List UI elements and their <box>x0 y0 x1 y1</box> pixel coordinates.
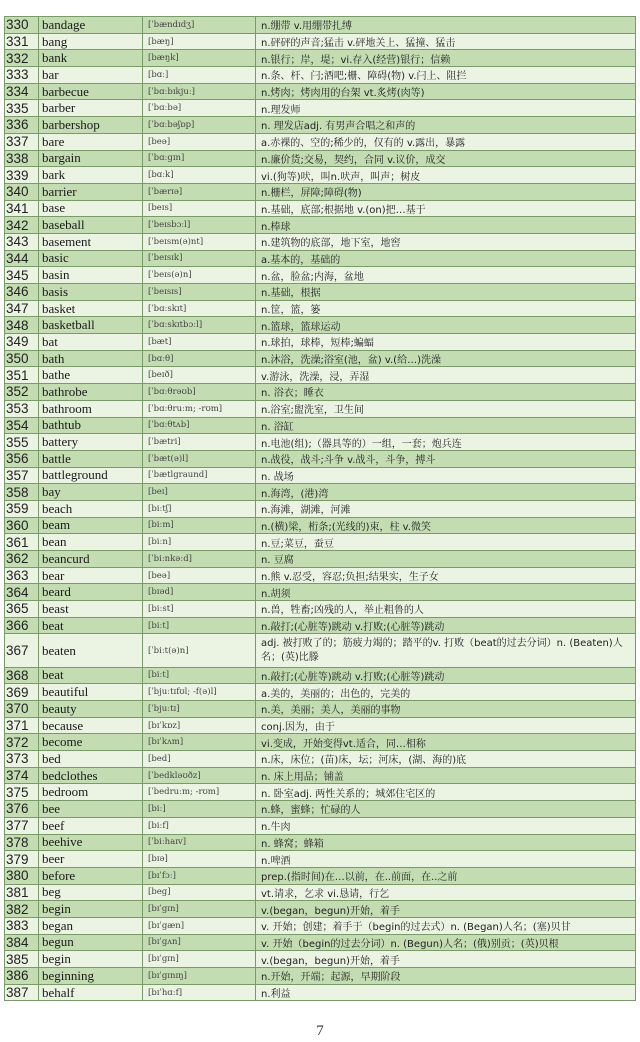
entry-word: base <box>39 201 143 218</box>
entry-word: baseball <box>39 217 143 234</box>
entry-definition: n.敲打;(心脏等)跳动 v.打败;(心脏等)跳动 <box>256 668 636 685</box>
entry-phonetic: [beɪs] <box>143 201 256 218</box>
entry-phonetic: [bɑː] <box>143 67 256 84</box>
entry-definition: n.战役，战斗;斗争 v.战斗，斗争，搏斗 <box>256 451 636 468</box>
entry-word: bandage <box>39 17 143 34</box>
entry-definition: vt.请求，乞求 vi.恳请，行乞 <box>256 885 636 902</box>
entry-number: 337 <box>5 134 39 151</box>
entry-phonetic: [biːst] <box>143 601 256 618</box>
entry-phonetic: [ˈbætri] <box>143 434 256 451</box>
entry-number: 354 <box>5 418 39 435</box>
entry-phonetic: [ˈbeɪs(ə)n] <box>143 267 256 284</box>
entry-number: 379 <box>5 851 39 868</box>
table-row <box>5 501 636 518</box>
table-row <box>5 968 636 985</box>
entry-phonetic: [bɪˈkʌm] <box>143 734 256 751</box>
table-row <box>5 84 636 101</box>
table-row <box>5 151 636 168</box>
entry-definition: n.球拍，球棒，短棒;蝙蝠 <box>256 334 636 351</box>
entry-word: beat <box>39 668 143 685</box>
entry-phonetic: [ˈbɑːbəʃɒp] <box>143 117 256 134</box>
entry-word: basketball <box>39 317 143 334</box>
entry-number: 343 <box>5 234 39 251</box>
entry-phonetic: [beə] <box>143 134 256 151</box>
entry-definition: n.牛肉 <box>256 818 636 835</box>
entry-number: 366 <box>5 618 39 635</box>
entry-definition: n.熊 v.忍受，容忍;负担;结果实，生子女 <box>256 568 636 585</box>
table-row <box>5 234 636 251</box>
table-row <box>5 217 636 234</box>
entry-phonetic: [bɪˈgɪn] <box>143 951 256 968</box>
entry-definition: n.盆，脸盆;内海，盆地 <box>256 267 636 284</box>
entry-number: 386 <box>5 968 39 985</box>
entry-definition: n. 蜂窝；蜂箱 <box>256 835 636 852</box>
entry-phonetic: [bed] <box>143 751 256 768</box>
entry-word: beancurd <box>39 551 143 568</box>
table-row <box>5 568 636 585</box>
table-row <box>5 618 636 635</box>
entry-word: beard <box>39 584 143 601</box>
table-row <box>5 751 636 768</box>
entry-definition: n.砰砰的声音;猛击 v.砰地关上、猛撞、猛击 <box>256 34 636 51</box>
entry-phonetic: [ˈbiːt(ə)n] <box>143 634 256 667</box>
entry-word: basket <box>39 301 143 318</box>
entry-phonetic: [ˈbɑːgɪn] <box>143 151 256 168</box>
table-row <box>5 818 636 835</box>
table-row <box>5 951 636 968</box>
entry-phonetic: [beg] <box>143 885 256 902</box>
entry-phonetic: [bæŋk] <box>143 50 256 67</box>
table-row <box>5 100 636 117</box>
entry-number: 333 <box>5 67 39 84</box>
page-number: 7 <box>316 1023 324 1039</box>
entry-number: 331 <box>5 34 39 51</box>
entry-definition: n.建筑物的底部，地下室，地窖 <box>256 234 636 251</box>
entry-definition: n.利益 <box>256 985 636 1002</box>
table-row <box>5 668 636 685</box>
entry-word: before <box>39 868 143 885</box>
table-row <box>5 34 636 51</box>
entry-definition: n.开始，开端；起源，早期阶段 <box>256 968 636 985</box>
entry-phonetic: [ˈbeɪsbɔːl] <box>143 217 256 234</box>
entry-phonetic: [ˈbærɪə] <box>143 184 256 201</box>
entry-word: beach <box>39 501 143 518</box>
entry-word: bar <box>39 67 143 84</box>
table-row <box>5 301 636 318</box>
entry-word: beehive <box>39 835 143 852</box>
entry-word: bedclothes <box>39 768 143 785</box>
entry-number: 383 <box>5 918 39 935</box>
entry-word: began <box>39 918 143 935</box>
entry-number: 363 <box>5 568 39 585</box>
entry-phonetic: [bɑːk] <box>143 167 256 184</box>
entry-number: 380 <box>5 868 39 885</box>
entry-number: 376 <box>5 801 39 818</box>
entry-definition: n.基础，底部;根据地 v.(on)把…基于 <box>256 201 636 218</box>
entry-number: 362 <box>5 551 39 568</box>
entry-phonetic: [ˈbjuːtɪ] <box>143 701 256 718</box>
entry-word: bare <box>39 134 143 151</box>
entry-phonetic: [biːt] <box>143 618 256 635</box>
entry-word: bedroom <box>39 784 143 801</box>
entry-definition: conj.因为，由于 <box>256 718 636 735</box>
entry-word: bed <box>39 751 143 768</box>
entry-word: bathe <box>39 367 143 384</box>
table-row <box>5 885 636 902</box>
entry-number: 338 <box>5 151 39 168</box>
entry-definition: n.胡须 <box>256 584 636 601</box>
table-row <box>5 601 636 618</box>
entry-number: 339 <box>5 167 39 184</box>
entry-phonetic: [ˈbɑːθrəʊb] <box>143 384 256 401</box>
entry-word: basis <box>39 284 143 301</box>
entry-definition: n.美，美丽；美人，美丽的事物 <box>256 701 636 718</box>
entry-definition: v. 开始；创建；着手于（begin的过去式）n. (Began)人名；(塞)贝甘 <box>256 918 636 935</box>
entry-phonetic: [ˈbeɪsɪk] <box>143 251 256 268</box>
table-row <box>5 334 636 351</box>
entry-number: 334 <box>5 84 39 101</box>
table-row <box>5 384 636 401</box>
entry-word: basement <box>39 234 143 251</box>
entry-word: battle <box>39 451 143 468</box>
table-row <box>5 835 636 852</box>
entry-phonetic: [bæt] <box>143 334 256 351</box>
entry-word: bathtub <box>39 418 143 435</box>
entry-number: 360 <box>5 518 39 535</box>
table-row <box>5 468 636 485</box>
entry-number: 352 <box>5 384 39 401</box>
entry-definition: prep.(指时间)在…以前，在..前面，在..之前 <box>256 868 636 885</box>
entry-word: battery <box>39 434 143 451</box>
entry-word: bear <box>39 568 143 585</box>
entry-definition: n.海滩，湖滩，河滩 <box>256 501 636 518</box>
table-row <box>5 418 636 435</box>
entry-phonetic: [ˈbændɪdʒ] <box>143 17 256 34</box>
entry-phonetic: [ˈbɑːθtʌb] <box>143 418 256 435</box>
entry-phonetic: [bɪˈgæn] <box>143 918 256 935</box>
entry-phonetic: [bɪˈgɪnɪŋ] <box>143 968 256 985</box>
entry-phonetic: [ˈbæt(ə)l] <box>143 451 256 468</box>
entry-definition: n.条、杆、闩;酒吧;栅、障碍(物) v.闩上、阻拦 <box>256 67 636 84</box>
table-row <box>5 401 636 418</box>
entry-word: bang <box>39 34 143 51</box>
entry-phonetic: [bæŋ] <box>143 34 256 51</box>
entry-definition: n.筐，篮，篓 <box>256 301 636 318</box>
entry-word: bargain <box>39 151 143 168</box>
table-row <box>5 584 636 601</box>
entry-definition: adj. 被打败了的；筋疲力竭的；踏平的v. 打败（beat的过去分词）n. (Beaten)人名；(英)比滕 <box>256 634 636 667</box>
entry-word: bathrobe <box>39 384 143 401</box>
entry-word: beg <box>39 885 143 902</box>
entry-phonetic: [bɪˈgʌn] <box>143 935 256 952</box>
entry-word: beat <box>39 618 143 635</box>
table-row <box>5 901 636 918</box>
table-row <box>5 518 636 535</box>
entry-phonetic: [biː] <box>143 801 256 818</box>
entry-word: barrier <box>39 184 143 201</box>
entry-definition: n.豆;菜豆，蚕豆 <box>256 534 636 551</box>
entry-phonetic: [biːf] <box>143 818 256 835</box>
table-row <box>5 851 636 868</box>
table-row <box>5 434 636 451</box>
entry-word: beginning <box>39 968 143 985</box>
entry-definition: n.电池(组);（器具等的）一组，一套；炮兵连 <box>256 434 636 451</box>
vocabulary-table <box>4 16 636 1001</box>
entry-word: battleground <box>39 468 143 485</box>
entry-number: 332 <box>5 50 39 67</box>
entry-phonetic: [ˈbiːnkəːd] <box>143 551 256 568</box>
entry-number: 345 <box>5 267 39 284</box>
entry-number: 371 <box>5 718 39 735</box>
entry-phonetic: [ˈbeɪsɪs] <box>143 284 256 301</box>
table-row <box>5 684 636 701</box>
entry-phonetic: [biːtʃ] <box>143 501 256 518</box>
entry-phonetic: [ˈbɑːθruːm; -rʊm] <box>143 401 256 418</box>
entry-number: 336 <box>5 117 39 134</box>
entry-phonetic: [ˈbeɪsm(ə)nt] <box>143 234 256 251</box>
table-row <box>5 167 636 184</box>
table-row <box>5 134 636 151</box>
entry-word: begin <box>39 901 143 918</box>
entry-word: beautiful <box>39 684 143 701</box>
entry-number: 370 <box>5 701 39 718</box>
entry-phonetic: [bɪˈfɔː] <box>143 868 256 885</box>
entry-phonetic: [bɪˈkɒz] <box>143 718 256 735</box>
entry-number: 344 <box>5 251 39 268</box>
entry-number: 353 <box>5 401 39 418</box>
entry-phonetic: [beə] <box>143 568 256 585</box>
table-row <box>5 267 636 284</box>
table-row <box>5 768 636 785</box>
entry-number: 381 <box>5 885 39 902</box>
table-row <box>5 317 636 334</box>
entry-number: 347 <box>5 301 39 318</box>
table-row <box>5 17 636 34</box>
entry-phonetic: [biːn] <box>143 534 256 551</box>
table-row <box>5 985 636 1002</box>
entry-word: barber <box>39 100 143 117</box>
entry-number: 367 <box>5 634 39 667</box>
entry-number: 342 <box>5 217 39 234</box>
table-row <box>5 284 636 301</box>
entry-definition: n. 卧室adj. 两性关系的；城郊住宅区的 <box>256 784 636 801</box>
entry-definition: v.(began，begun)开始，着手 <box>256 951 636 968</box>
entry-phonetic: [beɪ] <box>143 484 256 501</box>
entry-definition: v. 开始（begin的过去分词）n. (Begun)人名；(俄)别贡；(英)贝根 <box>256 935 636 952</box>
entry-phonetic: [ˈbjuːtɪfʊl; -f(ə)l] <box>143 684 256 701</box>
entry-number: 375 <box>5 784 39 801</box>
entry-definition: n. 浴衣；睡衣 <box>256 384 636 401</box>
table-row <box>5 251 636 268</box>
entry-phonetic: [biːm] <box>143 518 256 535</box>
entry-definition: n.浴室;盥洗室，卫生间 <box>256 401 636 418</box>
entry-word: beam <box>39 518 143 535</box>
entry-word: beast <box>39 601 143 618</box>
entry-word: bathroom <box>39 401 143 418</box>
entry-number: 358 <box>5 484 39 501</box>
entry-phonetic: [beɪð] <box>143 367 256 384</box>
entry-definition: n.棒球 <box>256 217 636 234</box>
entry-number: 355 <box>5 434 39 451</box>
entry-word: bank <box>39 50 143 67</box>
entry-phonetic: [bɪˈhɑːf] <box>143 985 256 1002</box>
entry-word: bee <box>39 801 143 818</box>
entry-definition: n.绷带 v.用绷带扎缚 <box>256 17 636 34</box>
entry-phonetic: [ˈbɑːbɪkjuː] <box>143 84 256 101</box>
entry-number: 349 <box>5 334 39 351</box>
table-row <box>5 784 636 801</box>
entry-definition: n.烤肉；烤肉用的台架 vt.炙烤(肉等) <box>256 84 636 101</box>
entry-phonetic: [ˈbɑːskɪt] <box>143 301 256 318</box>
entry-phonetic: [bɪəd] <box>143 584 256 601</box>
table-row <box>5 718 636 735</box>
entry-definition: n. 理发店adj. 有男声合唱之和声的 <box>256 117 636 134</box>
entry-definition: a.基本的，基础的 <box>256 251 636 268</box>
entry-word: bath <box>39 351 143 368</box>
entry-number: 382 <box>5 901 39 918</box>
entry-number: 346 <box>5 284 39 301</box>
entry-definition: n.蜂，蜜蜂；忙碌的人 <box>256 801 636 818</box>
entry-phonetic: [ˈbedkləʊðz] <box>143 768 256 785</box>
entry-number: 356 <box>5 451 39 468</box>
entry-word: behalf <box>39 985 143 1002</box>
entry-number: 350 <box>5 351 39 368</box>
entry-definition: n.沐浴，洗澡;浴室(池，盆) v.(给…)洗澡 <box>256 351 636 368</box>
entry-definition: a.赤裸的、空的;稀少的，仅有的 v.露出，暴露 <box>256 134 636 151</box>
entry-definition: n.廉价货;交易，契约，合同 v.议价，成交 <box>256 151 636 168</box>
entry-definition: n. 浴缸 <box>256 418 636 435</box>
entry-number: 364 <box>5 584 39 601</box>
entry-definition: v.游泳，洗澡，浸，弄湿 <box>256 367 636 384</box>
entry-definition: n.基础，根据 <box>256 284 636 301</box>
entry-phonetic: [biːt] <box>143 668 256 685</box>
entry-definition: vi.(狗等)吠，叫n.吠声，叫声；树皮 <box>256 167 636 184</box>
entry-definition: vi.变成，开始变得vt.适合，同…相称 <box>256 734 636 751</box>
table-row <box>5 701 636 718</box>
entry-number: 378 <box>5 835 39 852</box>
entry-definition: n.敲打;(心脏等)跳动 v.打败;(心脏等)跳动 <box>256 618 636 635</box>
entry-phonetic: [ˈbiːhaɪv] <box>143 835 256 852</box>
table-row <box>5 484 636 501</box>
entry-phonetic: [bɑːθ] <box>143 351 256 368</box>
entry-number: 357 <box>5 468 39 485</box>
entry-word: bean <box>39 534 143 551</box>
table-row <box>5 918 636 935</box>
entry-definition: a.美的，美丽的；出色的，完美的 <box>256 684 636 701</box>
entry-word: bat <box>39 334 143 351</box>
entry-number: 374 <box>5 768 39 785</box>
entry-definition: n.兽，牲畜;凶残的人，举止粗鲁的人 <box>256 601 636 618</box>
table-row <box>5 367 636 384</box>
entry-word: barbershop <box>39 117 143 134</box>
entry-word: become <box>39 734 143 751</box>
entry-word: beaten <box>39 634 143 667</box>
entry-definition: n.篮球，篮球运动 <box>256 317 636 334</box>
entry-definition: v.(began，begun)开始，着手 <box>256 901 636 918</box>
entry-word: bay <box>39 484 143 501</box>
entry-definition: n.床，床位；(苗)床，坛；河床，(湖、海的)底 <box>256 751 636 768</box>
entry-number: 368 <box>5 668 39 685</box>
entry-word: basin <box>39 267 143 284</box>
entry-number: 330 <box>5 17 39 34</box>
entry-number: 365 <box>5 601 39 618</box>
table-row <box>5 451 636 468</box>
entry-word: because <box>39 718 143 735</box>
entry-word: beef <box>39 818 143 835</box>
entry-number: 348 <box>5 317 39 334</box>
entry-number: 369 <box>5 684 39 701</box>
table-row <box>5 801 636 818</box>
entry-definition: n.海湾，(港)湾 <box>256 484 636 501</box>
entry-number: 372 <box>5 734 39 751</box>
table-row <box>5 117 636 134</box>
entry-word: beauty <box>39 701 143 718</box>
entry-number: 377 <box>5 818 39 835</box>
entry-word: bark <box>39 167 143 184</box>
table-row <box>5 184 636 201</box>
entry-number: 387 <box>5 985 39 1002</box>
table-row <box>5 201 636 218</box>
entry-phonetic: [bɪə] <box>143 851 256 868</box>
entry-number: 351 <box>5 367 39 384</box>
entry-number: 384 <box>5 935 39 952</box>
entry-number: 340 <box>5 184 39 201</box>
table-row <box>5 351 636 368</box>
entry-word: begin <box>39 951 143 968</box>
table-row <box>5 67 636 84</box>
table-row <box>5 935 636 952</box>
table-row <box>5 551 636 568</box>
entry-number: 361 <box>5 534 39 551</box>
entry-word: beer <box>39 851 143 868</box>
table-row <box>5 634 636 667</box>
table-row <box>5 734 636 751</box>
entry-phonetic: [bɪˈgɪn] <box>143 901 256 918</box>
entry-definition: n.栅栏，屏障;障碍(物) <box>256 184 636 201</box>
entry-definition: n. 战场 <box>256 468 636 485</box>
entry-word: begun <box>39 935 143 952</box>
entry-definition: n. 豆腐 <box>256 551 636 568</box>
entry-phonetic: [ˈbætlgraund] <box>143 468 256 485</box>
table-row <box>5 868 636 885</box>
table-row <box>5 50 636 67</box>
entry-definition: n.理发师 <box>256 100 636 117</box>
entry-definition: n.银行；岸，堤；vi.存入(经营)银行；信赖 <box>256 50 636 67</box>
entry-definition: n.(横)梁，桁条;(光线的)束，柱 v.微笑 <box>256 518 636 535</box>
entry-phonetic: [ˈbɑːskɪtbɔːl] <box>143 317 256 334</box>
entry-phonetic: [ˈbedruːm; -rʊm] <box>143 784 256 801</box>
entry-number: 373 <box>5 751 39 768</box>
table-row <box>5 534 636 551</box>
entry-number: 385 <box>5 951 39 968</box>
entry-number: 341 <box>5 201 39 218</box>
entry-number: 335 <box>5 100 39 117</box>
entry-phonetic: [ˈbɑːbə] <box>143 100 256 117</box>
entry-number: 359 <box>5 501 39 518</box>
entry-word: basic <box>39 251 143 268</box>
entry-word: barbecue <box>39 84 143 101</box>
entry-definition: n. 床上用品；铺盖 <box>256 768 636 785</box>
entry-definition: n.啤酒 <box>256 851 636 868</box>
